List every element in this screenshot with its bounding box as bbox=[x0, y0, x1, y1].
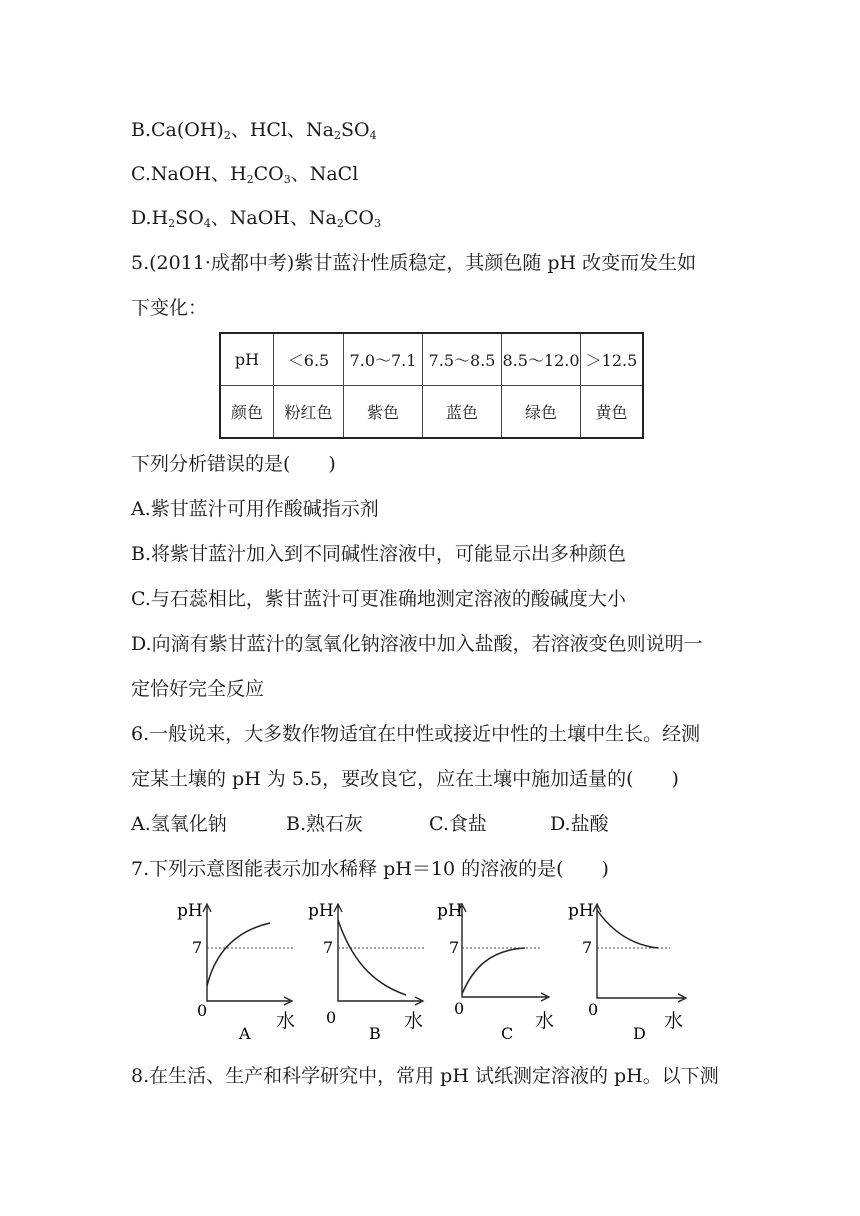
q5-option-d-line2: 定恰好完全反应 bbox=[131, 678, 265, 700]
reference-value: 7 bbox=[449, 938, 460, 957]
y-axis-label: pH bbox=[568, 901, 594, 921]
ph-curve bbox=[338, 920, 406, 995]
ph-curve bbox=[462, 948, 525, 994]
graph-d bbox=[566, 898, 706, 1043]
q5-option-a: A.紫甘蓝汁可用作酸碱指示剂 bbox=[131, 498, 379, 520]
graph-a bbox=[175, 898, 315, 1043]
ph-curve bbox=[597, 910, 658, 948]
graph-c bbox=[435, 898, 575, 1043]
q6-stem-line1: 6.一般说来，大多数作物适宜在中性或接近中性的土壤中生长。经测 bbox=[131, 723, 701, 745]
table-cell: 粉红色 bbox=[274, 386, 344, 439]
table-cell: 8.5～12.0 bbox=[502, 333, 581, 386]
y-axis-label: pH bbox=[437, 901, 463, 921]
q5-stem-line1: 5.(2011·成都中考)紫甘蓝汁性质稳定，其颜色随 pH 改变而发生如 bbox=[131, 252, 697, 274]
table-header-ph: pH bbox=[220, 333, 274, 386]
x-axis-label: 水 bbox=[664, 1010, 684, 1032]
q8-stem: 8.在生活、生产和科学研究中，常用 pH 试纸测定溶液的 pH。以下测 bbox=[131, 1065, 719, 1087]
graph-label: D bbox=[633, 1024, 646, 1043]
reference-value: 7 bbox=[323, 938, 334, 957]
graph-label: B bbox=[369, 1024, 381, 1043]
q7-stem: 7.下列示意图能表示加水稀释 pH＝10 的溶液的是( ) bbox=[131, 858, 609, 880]
y-axis-label: pH bbox=[308, 901, 334, 921]
q4-option-c: C.NaOH、$H_2CO_3$、NaCl bbox=[131, 163, 359, 186]
reference-value: 7 bbox=[582, 938, 593, 957]
q5-option-b: B.将紫甘蓝汁加入到不同碱性溶液中，可能显示出多种颜色 bbox=[131, 543, 627, 565]
arrow-icon bbox=[203, 904, 292, 1005]
q4-option-d: $D.H_2SO_4$、NaOH、$Na_2CO_3$ bbox=[131, 207, 381, 230]
x-axis-label: 水 bbox=[404, 1010, 424, 1032]
table-cell: 紫色 bbox=[344, 386, 423, 439]
x-axis-label: 水 bbox=[535, 1010, 555, 1032]
y-axis-label: pH bbox=[177, 901, 203, 921]
arrow-icon bbox=[593, 904, 686, 1002]
origin-label: 0 bbox=[326, 1008, 337, 1027]
q5-stem-line2: 下变化： bbox=[131, 297, 208, 319]
ph-color-table bbox=[219, 332, 644, 439]
q5-prompt: 下列分析错误的是( ) bbox=[131, 453, 336, 475]
table-header-color: 颜色 bbox=[220, 386, 274, 439]
q6-option-c: C.食盐 bbox=[429, 813, 487, 835]
q6-option-a: A.氢氧化钠 bbox=[131, 813, 227, 835]
q6-option-b: B.熟石灰 bbox=[286, 813, 364, 835]
table-cell: 7.5～8.5 bbox=[423, 333, 502, 386]
color-row bbox=[220, 386, 643, 439]
table-cell: ＞12.5 bbox=[581, 333, 644, 386]
arrow-icon bbox=[334, 904, 423, 1005]
table-cell: ＜6.5 bbox=[274, 333, 344, 386]
table-cell: 黄色 bbox=[581, 386, 644, 439]
q5-option-d-line1: D.向滴有紫甘蓝汁的氢氧化钠溶液中加入盐酸，若溶液变色则说明一 bbox=[131, 633, 703, 655]
q6-option-d: D.盐酸 bbox=[550, 813, 609, 835]
q6-options bbox=[131, 812, 609, 836]
ph-row bbox=[220, 333, 643, 386]
origin-label: 0 bbox=[454, 999, 465, 1018]
graph-axes bbox=[597, 906, 684, 998]
x-axis-label: 水 bbox=[276, 1010, 296, 1032]
table-cell: 蓝色 bbox=[423, 386, 502, 439]
q6-stem-line2: 定某土壤的 pH 为 5.5，要改良它，应在土壤中施加适量的( ) bbox=[131, 768, 679, 790]
table-cell: 7.0～7.1 bbox=[344, 333, 423, 386]
ph-curve bbox=[207, 923, 270, 986]
graph-axes bbox=[207, 906, 290, 1001]
graph-label: A bbox=[239, 1024, 251, 1043]
reference-value: 7 bbox=[192, 938, 203, 957]
origin-label: 0 bbox=[588, 1000, 599, 1019]
table-cell: 绿色 bbox=[502, 386, 581, 439]
graph-label: C bbox=[501, 1024, 514, 1043]
q5-option-c: C.与石蕊相比，紫甘蓝汁可更准确地测定溶液的酸碱度大小 bbox=[131, 588, 626, 610]
q4-option-b: $B.Ca(OH)_2$、HCl、$Na_2SO_4$ bbox=[131, 119, 377, 142]
origin-label: 0 bbox=[197, 1001, 208, 1020]
graph-b bbox=[306, 898, 446, 1043]
graph-axes bbox=[338, 906, 421, 1001]
